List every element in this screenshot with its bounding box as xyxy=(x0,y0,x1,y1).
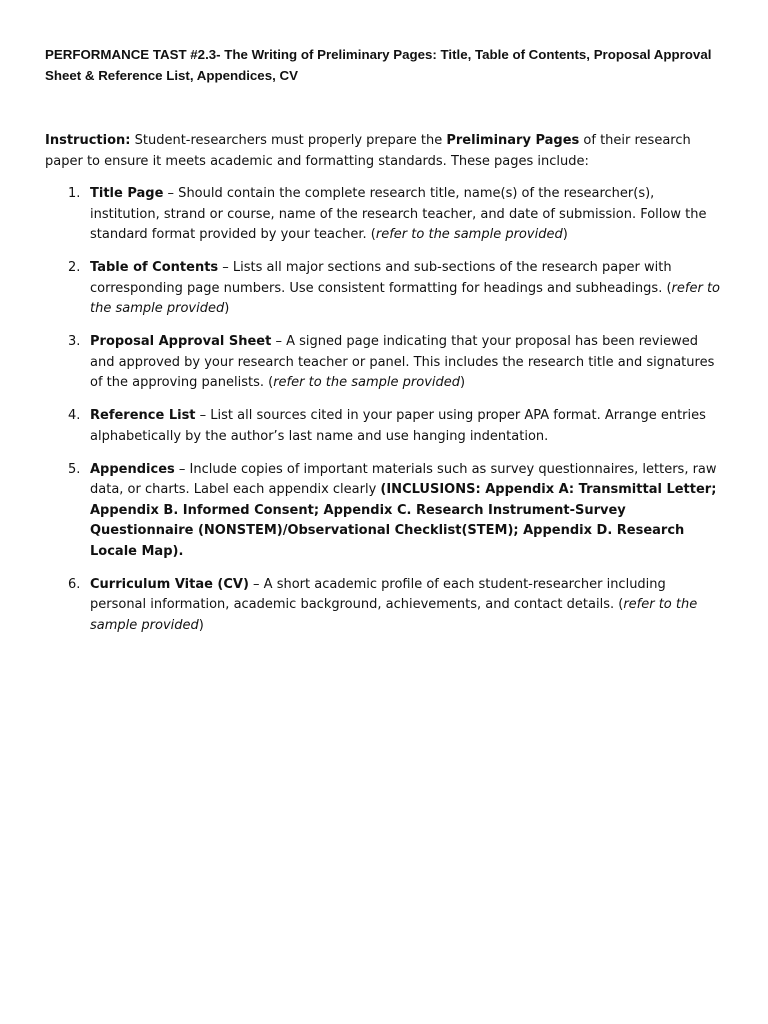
list-item-term: Reference List xyxy=(90,408,196,423)
list-item-text: – Should contain the complete research title, name(s) of the researcher(s), institution, strand or course, name of the research teacher, and date of submission. Follow the standard format provided by your teacher. ( xyxy=(90,186,707,242)
list-item xyxy=(45,258,725,320)
instruction-text-before: Student-researchers must properly prepare the xyxy=(130,133,447,148)
list-item xyxy=(45,184,725,246)
list-item xyxy=(45,460,725,563)
list-item-text: – A short academic profile of each student-researcher including personal information, academic background, achievements, and contact details. ( xyxy=(90,576,666,612)
list-item-close: ) xyxy=(198,617,204,633)
list-item-term: Title Page xyxy=(90,186,164,201)
document-page xyxy=(45,44,725,649)
list-item xyxy=(45,406,725,447)
instruction-label: Instruction: xyxy=(45,133,131,148)
list-item-term: Proposal Approval Sheet xyxy=(90,334,272,349)
list-item-inclusions: (INCLUSIONS: Appendix A: Transmittal Letter; Appendix B. Informed Consent; Appendix C. Research Instrument-Survey Questionnaire (NONSTEM)/Observational Checklist(STEM); Appendix D. Research Locale Map). xyxy=(90,482,717,559)
list-item-number: 2. xyxy=(68,260,81,275)
list-item-term: Curriculum Vitae (CV) xyxy=(90,576,249,592)
list-item-close: ) xyxy=(562,227,568,242)
list-item-number: 4. xyxy=(68,408,81,423)
document-title: PERFORMANCE TAST #2.3- The Writing of Preliminary Pages: Title, Table of Contents, Proposal Approval Sheet & Reference List, Appendices, CV xyxy=(45,47,712,83)
list-item-number: 3. xyxy=(68,334,81,349)
list-item xyxy=(45,575,725,637)
list-item-close: ) xyxy=(460,375,466,390)
list-item-term: Appendices xyxy=(90,461,175,477)
list-item-number: 6. xyxy=(68,576,81,592)
list-item-close: ) xyxy=(224,301,230,316)
list-item-number: 5. xyxy=(68,461,81,477)
list-item-reference-note: refer to the sample provided xyxy=(90,597,698,633)
list-item-text: – List all sources cited in your paper using proper APA format. Arrange entries alphabetically by the author’s last name and use hanging indentation. xyxy=(90,408,706,444)
list-item-text: – Include copies of important materials such as survey questionnaires, letters, raw data, or charts. Label each appendix clearly xyxy=(90,461,717,497)
list-item xyxy=(45,332,725,394)
instruction-text-after: of their research paper to ensure it meets academic and formatting standards. These pages include: xyxy=(45,133,691,169)
list-item-text: – Lists all major sections and sub-sections of the research paper with corresponding page numbers. Use consistent formatting for headings and subheadings. ( xyxy=(90,260,672,296)
list-item-number: 1. xyxy=(68,186,81,201)
list-item-text: – A signed page indicating that your proposal has been reviewed and approved by your research teacher or panel. This includes the research title and signatures of the approving panelists. ( xyxy=(90,334,715,390)
instruction-paragraph xyxy=(45,131,725,172)
list-item-reference-note: refer to the sample provided xyxy=(90,280,720,316)
list-item-reference-note: refer to the sample provided xyxy=(273,375,461,390)
list-item-reference-note: refer to the sample provided xyxy=(375,227,563,242)
instruction-emphasis: Preliminary Pages xyxy=(446,133,580,148)
preliminary-pages-list xyxy=(45,184,725,636)
list-item-term: Table of Contents xyxy=(90,260,219,275)
